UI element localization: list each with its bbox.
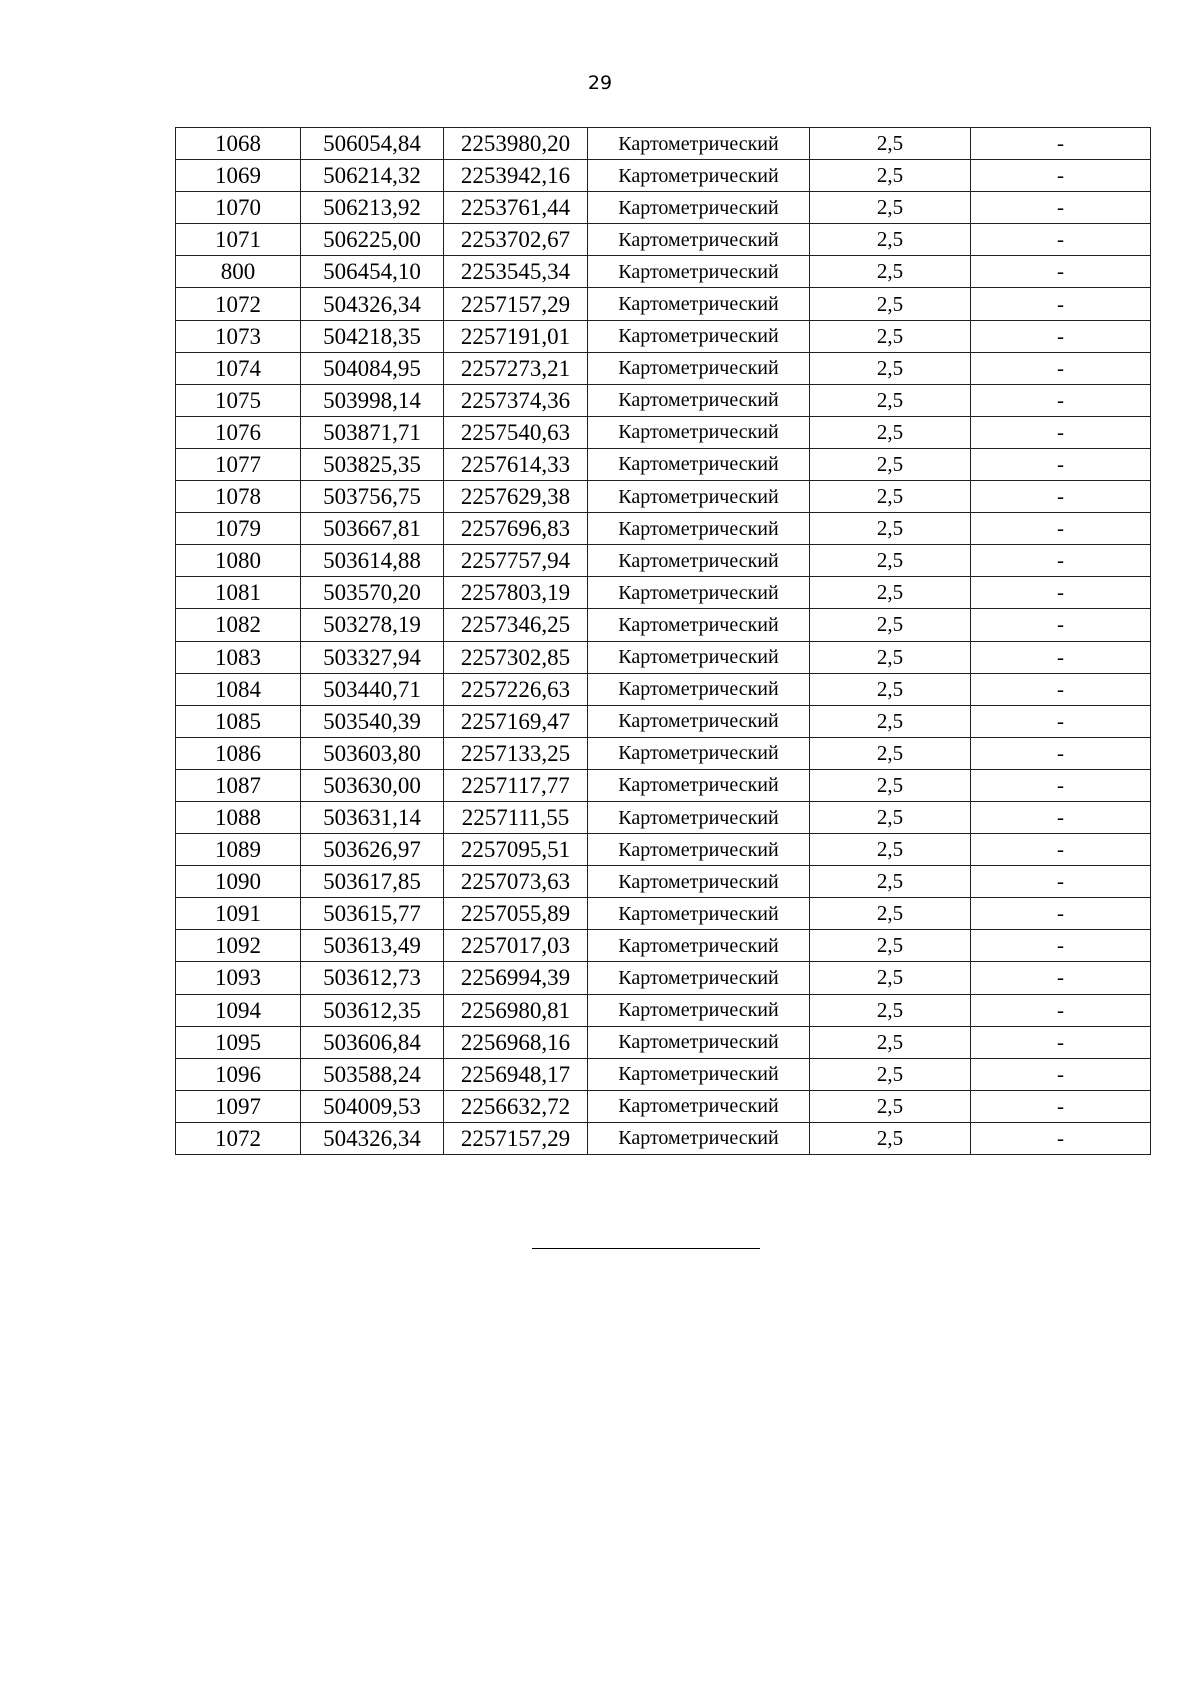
cell-coordinate-y: 2257629,38 xyxy=(444,481,588,513)
cell-accuracy: 2,5 xyxy=(810,994,971,1026)
cell-note: - xyxy=(971,834,1151,866)
cell-accuracy: 2,5 xyxy=(810,577,971,609)
table-row xyxy=(176,801,1151,833)
cell-coordinate-y: 2257169,47 xyxy=(444,705,588,737)
cell-note: - xyxy=(971,513,1151,545)
cell-point-number: 1085 xyxy=(176,705,301,737)
cell-point-number: 1081 xyxy=(176,577,301,609)
cell-accuracy: 2,5 xyxy=(810,641,971,673)
cell-coordinate-x: 503825,35 xyxy=(301,448,444,480)
cell-note: - xyxy=(971,256,1151,288)
cell-point-number: 1076 xyxy=(176,416,301,448)
cell-method: Картометрический xyxy=(588,1122,810,1154)
cell-note: - xyxy=(971,1058,1151,1090)
cell-note: - xyxy=(971,801,1151,833)
cell-method: Картометрический xyxy=(588,384,810,416)
cell-method: Картометрический xyxy=(588,448,810,480)
table-row xyxy=(176,641,1151,673)
cell-note: - xyxy=(971,609,1151,641)
cell-point-number: 1092 xyxy=(176,930,301,962)
cell-method: Картометрический xyxy=(588,641,810,673)
cell-coordinate-x: 503440,71 xyxy=(301,673,444,705)
table-row xyxy=(176,930,1151,962)
cell-method: Картометрический xyxy=(588,1026,810,1058)
cell-coordinate-y: 2257696,83 xyxy=(444,513,588,545)
cell-point-number: 1091 xyxy=(176,898,301,930)
cell-accuracy: 2,5 xyxy=(810,513,971,545)
table-row xyxy=(176,1090,1151,1122)
cell-point-number: 1083 xyxy=(176,641,301,673)
table-row xyxy=(176,609,1151,641)
cell-point-number: 1077 xyxy=(176,448,301,480)
cell-accuracy: 2,5 xyxy=(810,1026,971,1058)
cell-coordinate-y: 2256980,81 xyxy=(444,994,588,1026)
table-row xyxy=(176,128,1151,160)
cell-coordinate-y: 2256994,39 xyxy=(444,962,588,994)
cell-note: - xyxy=(971,1026,1151,1058)
cell-accuracy: 2,5 xyxy=(810,705,971,737)
cell-method: Картометрический xyxy=(588,577,810,609)
cell-note: - xyxy=(971,352,1151,384)
cell-method: Картометрический xyxy=(588,288,810,320)
cell-coordinate-y: 2256632,72 xyxy=(444,1090,588,1122)
cell-point-number: 1079 xyxy=(176,513,301,545)
cell-point-number: 1074 xyxy=(176,352,301,384)
table-row xyxy=(176,866,1151,898)
cell-coordinate-x: 503278,19 xyxy=(301,609,444,641)
cell-note: - xyxy=(971,994,1151,1026)
cell-method: Картометрический xyxy=(588,416,810,448)
cell-coordinate-y: 2257157,29 xyxy=(444,1122,588,1154)
cell-coordinate-y: 2257191,01 xyxy=(444,320,588,352)
cell-point-number: 1088 xyxy=(176,801,301,833)
cell-accuracy: 2,5 xyxy=(810,930,971,962)
cell-coordinate-y: 2257095,51 xyxy=(444,834,588,866)
cell-method: Картометрический xyxy=(588,1090,810,1122)
table-row xyxy=(176,705,1151,737)
cell-coordinate-y: 2257374,36 xyxy=(444,384,588,416)
table-row xyxy=(176,256,1151,288)
cell-accuracy: 2,5 xyxy=(810,448,971,480)
cell-coordinate-y: 2257803,19 xyxy=(444,577,588,609)
cell-note: - xyxy=(971,769,1151,801)
cell-coordinate-y: 2257017,03 xyxy=(444,930,588,962)
cell-accuracy: 2,5 xyxy=(810,898,971,930)
cell-coordinate-x: 503617,85 xyxy=(301,866,444,898)
cell-point-number: 1069 xyxy=(176,160,301,192)
cell-method: Картометрический xyxy=(588,866,810,898)
cell-coordinate-y: 2253980,20 xyxy=(444,128,588,160)
cell-method: Картометрический xyxy=(588,673,810,705)
cell-coordinate-x: 503631,14 xyxy=(301,801,444,833)
cell-point-number: 1086 xyxy=(176,737,301,769)
cell-note: - xyxy=(971,481,1151,513)
cell-coordinate-x: 503871,71 xyxy=(301,416,444,448)
cell-coordinate-x: 503613,49 xyxy=(301,930,444,962)
cell-accuracy: 2,5 xyxy=(810,962,971,994)
table-row xyxy=(176,160,1151,192)
cell-coordinate-x: 503603,80 xyxy=(301,737,444,769)
table-row xyxy=(176,416,1151,448)
cell-accuracy: 2,5 xyxy=(810,1122,971,1154)
cell-method: Картометрический xyxy=(588,256,810,288)
cell-note: - xyxy=(971,898,1151,930)
table-row xyxy=(176,577,1151,609)
table-row xyxy=(176,1058,1151,1090)
cell-accuracy: 2,5 xyxy=(810,673,971,705)
cell-coordinate-x: 504326,34 xyxy=(301,288,444,320)
cell-note: - xyxy=(971,1090,1151,1122)
table-row xyxy=(176,962,1151,994)
cell-coordinate-x: 503630,00 xyxy=(301,769,444,801)
cell-note: - xyxy=(971,448,1151,480)
table-row xyxy=(176,352,1151,384)
cell-method: Картометрический xyxy=(588,192,810,224)
cell-coordinate-x: 503612,35 xyxy=(301,994,444,1026)
cell-coordinate-x: 503612,73 xyxy=(301,962,444,994)
cell-note: - xyxy=(971,1122,1151,1154)
cell-note: - xyxy=(971,224,1151,256)
cell-accuracy: 2,5 xyxy=(810,834,971,866)
page-number: 29 xyxy=(587,72,613,94)
cell-accuracy: 2,5 xyxy=(810,224,971,256)
cell-coordinate-x: 504218,35 xyxy=(301,320,444,352)
table-row xyxy=(176,834,1151,866)
cell-point-number: 1095 xyxy=(176,1026,301,1058)
cell-coordinate-y: 2257117,77 xyxy=(444,769,588,801)
cell-coordinate-y: 2257055,89 xyxy=(444,898,588,930)
cell-coordinate-x: 503327,94 xyxy=(301,641,444,673)
cell-coordinate-y: 2253761,44 xyxy=(444,192,588,224)
cell-method: Картометрический xyxy=(588,737,810,769)
cell-coordinate-x: 503615,77 xyxy=(301,898,444,930)
table-row xyxy=(176,288,1151,320)
cell-accuracy: 2,5 xyxy=(810,256,971,288)
cell-coordinate-y: 2253942,16 xyxy=(444,160,588,192)
cell-coordinate-y: 2257157,29 xyxy=(444,288,588,320)
cell-note: - xyxy=(971,545,1151,577)
cell-accuracy: 2,5 xyxy=(810,866,971,898)
cell-method: Картометрический xyxy=(588,769,810,801)
table-row xyxy=(176,320,1151,352)
cell-note: - xyxy=(971,320,1151,352)
cell-point-number: 1070 xyxy=(176,192,301,224)
cell-point-number: 1072 xyxy=(176,1122,301,1154)
cell-coordinate-y: 2257226,63 xyxy=(444,673,588,705)
cell-accuracy: 2,5 xyxy=(810,801,971,833)
table-row xyxy=(176,1122,1151,1154)
table-row xyxy=(176,737,1151,769)
cell-coordinate-x: 503667,81 xyxy=(301,513,444,545)
cell-coordinate-x: 503998,14 xyxy=(301,384,444,416)
cell-coordinate-y: 2257133,25 xyxy=(444,737,588,769)
cell-method: Картометрический xyxy=(588,545,810,577)
cell-note: - xyxy=(971,673,1151,705)
cell-coordinate-y: 2257273,21 xyxy=(444,352,588,384)
coordinates-table xyxy=(175,127,1151,1155)
cell-point-number: 1080 xyxy=(176,545,301,577)
cell-coordinate-x: 504326,34 xyxy=(301,1122,444,1154)
cell-note: - xyxy=(971,930,1151,962)
cell-note: - xyxy=(971,384,1151,416)
table-row xyxy=(176,481,1151,513)
cell-method: Картометрический xyxy=(588,160,810,192)
cell-point-number: 800 xyxy=(176,256,301,288)
cell-accuracy: 2,5 xyxy=(810,737,971,769)
cell-method: Картометрический xyxy=(588,609,810,641)
cell-point-number: 1082 xyxy=(176,609,301,641)
cell-method: Картометрический xyxy=(588,1058,810,1090)
cell-accuracy: 2,5 xyxy=(810,160,971,192)
cell-point-number: 1090 xyxy=(176,866,301,898)
cell-coordinate-y: 2256948,17 xyxy=(444,1058,588,1090)
cell-note: - xyxy=(971,192,1151,224)
cell-point-number: 1087 xyxy=(176,769,301,801)
cell-method: Картометрический xyxy=(588,930,810,962)
cell-coordinate-y: 2256968,16 xyxy=(444,1026,588,1058)
cell-accuracy: 2,5 xyxy=(810,1058,971,1090)
cell-point-number: 1093 xyxy=(176,962,301,994)
cell-coordinate-x: 506054,84 xyxy=(301,128,444,160)
cell-coordinate-x: 503756,75 xyxy=(301,481,444,513)
cell-point-number: 1096 xyxy=(176,1058,301,1090)
cell-point-number: 1068 xyxy=(176,128,301,160)
cell-note: - xyxy=(971,962,1151,994)
cell-point-number: 1071 xyxy=(176,224,301,256)
cell-note: - xyxy=(971,577,1151,609)
cell-method: Картометрический xyxy=(588,801,810,833)
cell-coordinate-x: 504084,95 xyxy=(301,352,444,384)
cell-accuracy: 2,5 xyxy=(810,1090,971,1122)
cell-point-number: 1094 xyxy=(176,994,301,1026)
cell-method: Картометрический xyxy=(588,705,810,737)
cell-method: Картометрический xyxy=(588,481,810,513)
cell-accuracy: 2,5 xyxy=(810,352,971,384)
cell-coordinate-x: 503540,39 xyxy=(301,705,444,737)
cell-method: Картометрический xyxy=(588,962,810,994)
cell-method: Картометрический xyxy=(588,834,810,866)
cell-point-number: 1078 xyxy=(176,481,301,513)
table-row xyxy=(176,224,1151,256)
end-of-table-rule xyxy=(532,1248,760,1249)
cell-accuracy: 2,5 xyxy=(810,481,971,513)
table-row xyxy=(176,898,1151,930)
table-row xyxy=(176,769,1151,801)
table-row xyxy=(176,384,1151,416)
cell-coordinate-y: 2257614,33 xyxy=(444,448,588,480)
cell-coordinate-y: 2253702,67 xyxy=(444,224,588,256)
cell-point-number: 1097 xyxy=(176,1090,301,1122)
cell-note: - xyxy=(971,128,1151,160)
cell-accuracy: 2,5 xyxy=(810,320,971,352)
coordinates-table-body xyxy=(176,128,1151,1155)
cell-coordinate-y: 2257073,63 xyxy=(444,866,588,898)
cell-method: Картометрический xyxy=(588,128,810,160)
table-row xyxy=(176,994,1151,1026)
table-row xyxy=(176,545,1151,577)
cell-accuracy: 2,5 xyxy=(810,609,971,641)
cell-accuracy: 2,5 xyxy=(810,769,971,801)
cell-method: Картометрический xyxy=(588,352,810,384)
cell-coordinate-y: 2257302,85 xyxy=(444,641,588,673)
cell-note: - xyxy=(971,641,1151,673)
cell-note: - xyxy=(971,416,1151,448)
cell-coordinate-x: 506213,92 xyxy=(301,192,444,224)
cell-point-number: 1073 xyxy=(176,320,301,352)
cell-method: Картометрический xyxy=(588,513,810,545)
cell-coordinate-x: 504009,53 xyxy=(301,1090,444,1122)
cell-accuracy: 2,5 xyxy=(810,128,971,160)
cell-coordinate-y: 2257346,25 xyxy=(444,609,588,641)
cell-coordinate-y: 2257111,55 xyxy=(444,801,588,833)
cell-accuracy: 2,5 xyxy=(810,288,971,320)
cell-coordinate-x: 506225,00 xyxy=(301,224,444,256)
cell-accuracy: 2,5 xyxy=(810,416,971,448)
cell-point-number: 1084 xyxy=(176,673,301,705)
cell-coordinate-x: 506454,10 xyxy=(301,256,444,288)
cell-method: Картометрический xyxy=(588,224,810,256)
cell-coordinate-x: 503570,20 xyxy=(301,577,444,609)
cell-method: Картометрический xyxy=(588,320,810,352)
table-row xyxy=(176,513,1151,545)
cell-coordinate-y: 2253545,34 xyxy=(444,256,588,288)
cell-method: Картометрический xyxy=(588,898,810,930)
table-row xyxy=(176,192,1151,224)
cell-note: - xyxy=(971,705,1151,737)
cell-coordinate-x: 503606,84 xyxy=(301,1026,444,1058)
cell-point-number: 1089 xyxy=(176,834,301,866)
table-row xyxy=(176,448,1151,480)
table-row xyxy=(176,1026,1151,1058)
cell-coordinate-y: 2257757,94 xyxy=(444,545,588,577)
cell-accuracy: 2,5 xyxy=(810,384,971,416)
cell-point-number: 1075 xyxy=(176,384,301,416)
cell-accuracy: 2,5 xyxy=(810,545,971,577)
cell-coordinate-x: 506214,32 xyxy=(301,160,444,192)
cell-point-number: 1072 xyxy=(176,288,301,320)
cell-coordinate-x: 503614,88 xyxy=(301,545,444,577)
cell-note: - xyxy=(971,866,1151,898)
cell-coordinate-x: 503588,24 xyxy=(301,1058,444,1090)
cell-note: - xyxy=(971,737,1151,769)
cell-note: - xyxy=(971,288,1151,320)
cell-accuracy: 2,5 xyxy=(810,192,971,224)
cell-note: - xyxy=(971,160,1151,192)
cell-coordinate-y: 2257540,63 xyxy=(444,416,588,448)
cell-coordinate-x: 503626,97 xyxy=(301,834,444,866)
cell-method: Картометрический xyxy=(588,994,810,1026)
table-row xyxy=(176,673,1151,705)
